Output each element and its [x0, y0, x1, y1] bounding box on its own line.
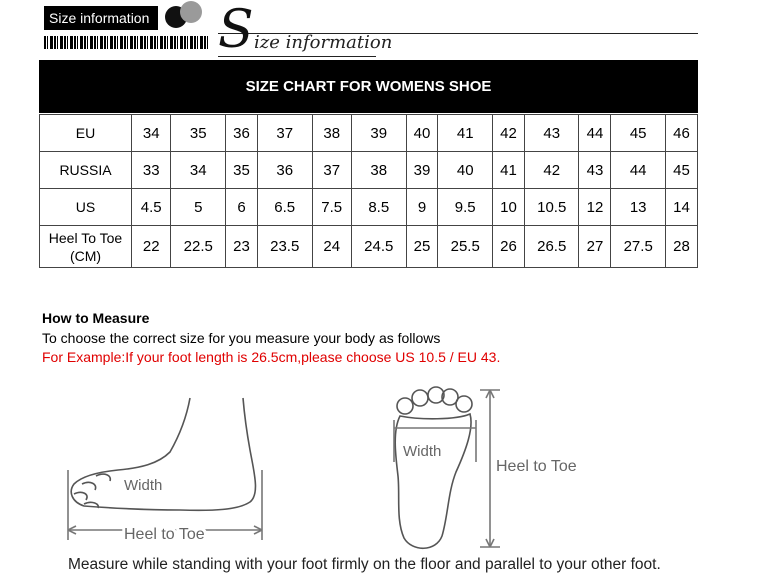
size-cell: 34	[132, 115, 171, 152]
size-cell: 36	[257, 152, 312, 189]
size-cell: 23	[226, 226, 258, 268]
size-cell: 35	[171, 115, 226, 152]
gray-circle-decoration	[180, 1, 202, 23]
size-cell: 33	[132, 152, 171, 189]
size-cell: 43	[524, 115, 579, 152]
side-view-foot	[68, 398, 262, 540]
size-cell: 25.5	[438, 226, 493, 268]
size-cell: 14	[665, 189, 697, 226]
size-row-label: US	[40, 189, 132, 226]
size-cell: 12	[579, 189, 611, 226]
size-cell: 44	[611, 152, 666, 189]
size-cell: 26.5	[524, 226, 579, 268]
size-cell: 46	[665, 115, 697, 152]
size-cell: 28	[665, 226, 697, 268]
size-row	[40, 152, 698, 189]
size-chart-title: SIZE CHART FOR WOMENS SHOE	[39, 60, 698, 113]
size-cell: 35	[226, 152, 258, 189]
sole-width-label: Width	[403, 443, 442, 460]
size-row-label: RUSSIA	[40, 152, 132, 189]
size-row	[40, 115, 698, 152]
size-cell: 22	[132, 226, 171, 268]
how-to-measure-heading: How to Measure	[42, 310, 150, 326]
size-cell: 23.5	[257, 226, 312, 268]
measure-caption: Measure while standing with your foot firmly on the floor and parallel to your other foot.	[68, 556, 661, 573]
size-row	[40, 189, 698, 226]
header-initial-letter: S	[218, 0, 254, 60]
header-title: ize information	[254, 32, 393, 53]
foot-measurement-illustration	[0, 380, 760, 555]
size-cell: 41	[493, 152, 525, 189]
size-cell: 10.5	[524, 189, 579, 226]
size-cell: 27.5	[611, 226, 666, 268]
size-cell: 24	[312, 226, 351, 268]
sole-length-label: Heel to Toe	[496, 458, 577, 475]
size-cell: 43	[579, 152, 611, 189]
side-length-label: Heel to Toe	[124, 526, 205, 543]
size-cell: 40	[406, 115, 438, 152]
sole-view-foot	[394, 387, 500, 548]
size-row-label: Heel To Toe (CM)	[40, 226, 132, 268]
size-cell: 9.5	[438, 189, 493, 226]
size-cell: 24.5	[351, 226, 406, 268]
size-cell: 8.5	[351, 189, 406, 226]
size-chart-table	[39, 114, 698, 268]
size-cell: 41	[438, 115, 493, 152]
size-cell: 44	[579, 115, 611, 152]
size-cell: 45	[665, 152, 697, 189]
size-cell: 25	[406, 226, 438, 268]
size-cell: 6.5	[257, 189, 312, 226]
size-cell: 13	[611, 189, 666, 226]
size-cell: 34	[171, 152, 226, 189]
barcode-decoration	[44, 36, 210, 49]
size-cell: 39	[351, 115, 406, 152]
size-cell: 7.5	[312, 189, 351, 226]
size-cell: 45	[611, 115, 666, 152]
size-cell: 4.5	[132, 189, 171, 226]
size-cell: 9	[406, 189, 438, 226]
size-cell: 40	[438, 152, 493, 189]
measure-example: For Example:If your foot length is 26.5cm,please choose US 10.5 / EU 43.	[42, 349, 501, 365]
size-cell: 42	[493, 115, 525, 152]
size-cell: 42	[524, 152, 579, 189]
size-cell: 6	[226, 189, 258, 226]
size-cell: 38	[351, 152, 406, 189]
size-cell: 27	[579, 226, 611, 268]
size-cell: 36	[226, 115, 258, 152]
size-cell: 5	[171, 189, 226, 226]
measure-instructions: To choose the correct size for you measure your body as follows	[42, 330, 441, 346]
size-cell: 22.5	[171, 226, 226, 268]
size-cell: 37	[257, 115, 312, 152]
size-cell: 38	[312, 115, 351, 152]
side-width-label: Width	[124, 477, 163, 494]
size-cell: 37	[312, 152, 351, 189]
size-row-label: EU	[40, 115, 132, 152]
size-cell: 39	[406, 152, 438, 189]
size-cell: 26	[493, 226, 525, 268]
size-information-tag: Size information	[44, 6, 158, 30]
size-row	[40, 226, 698, 268]
size-cell: 10	[493, 189, 525, 226]
